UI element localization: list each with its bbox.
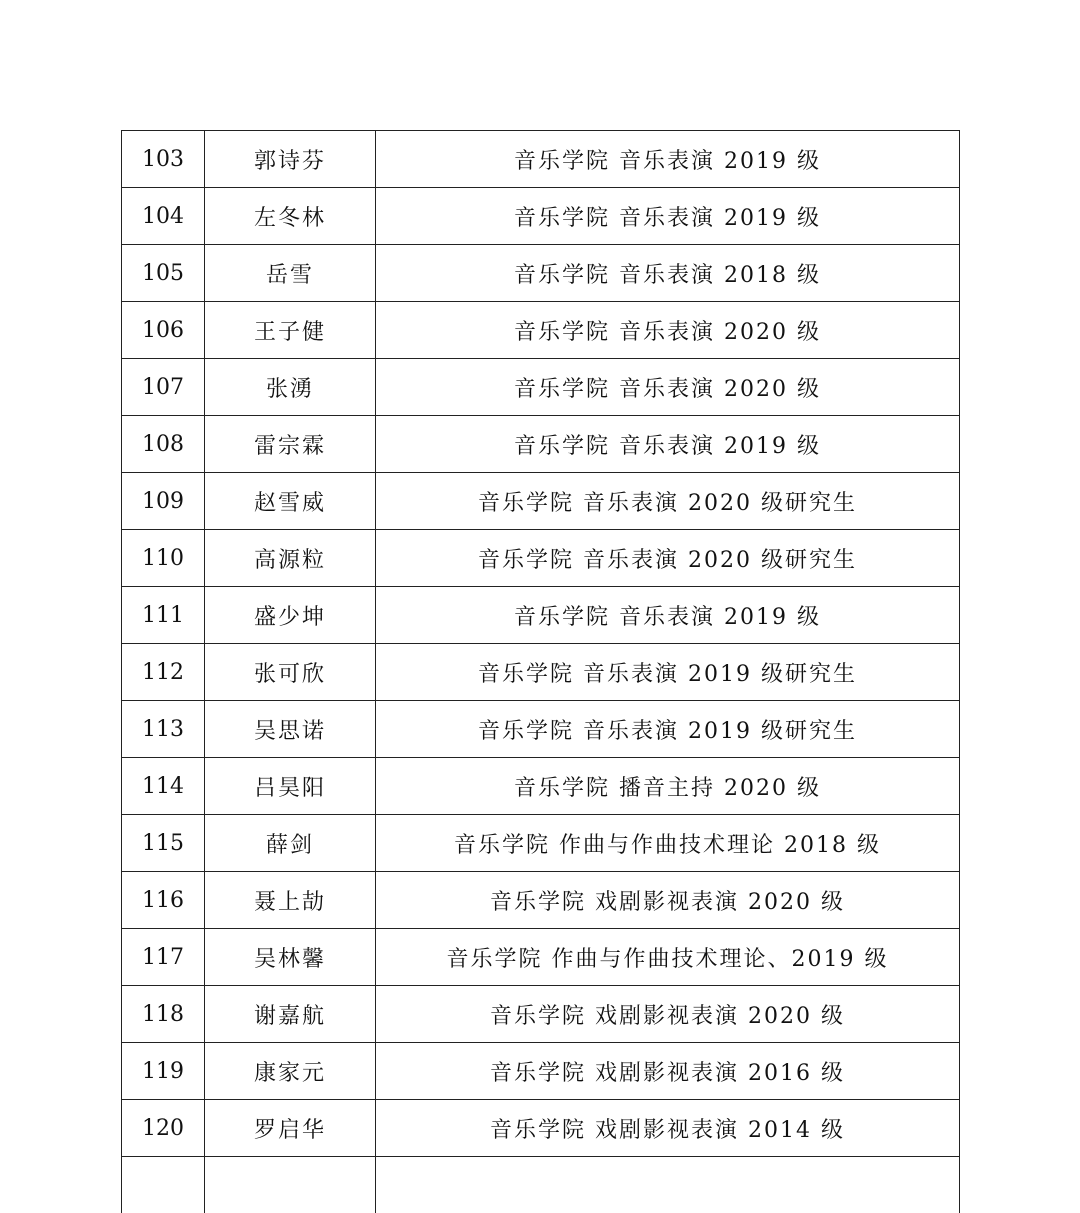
table-row	[122, 131, 960, 188]
row-number: 116	[122, 872, 205, 929]
row-number: 104	[122, 188, 205, 245]
student-name: 郭诗芬	[205, 131, 376, 188]
table-row	[122, 473, 960, 530]
table-row	[122, 644, 960, 701]
student-name: 罗启华	[205, 1100, 376, 1157]
table-row	[122, 1100, 960, 1157]
student-unit: 音乐学院 音乐表演 2020 级研究生	[376, 530, 960, 587]
row-number: 112	[122, 644, 205, 701]
student-name: 赵雪威	[205, 473, 376, 530]
empty-cell	[122, 1157, 205, 1213]
row-number: 108	[122, 416, 205, 473]
empty-cell	[205, 1157, 376, 1213]
student-unit: 音乐学院 音乐表演 2019 级研究生	[376, 644, 960, 701]
student-name: 张可欣	[205, 644, 376, 701]
student-name: 吴林馨	[205, 929, 376, 986]
row-number: 107	[122, 359, 205, 416]
roster-table	[121, 130, 960, 1213]
row-number: 120	[122, 1100, 205, 1157]
student-unit: 音乐学院 音乐表演 2020 级	[376, 359, 960, 416]
row-number: 118	[122, 986, 205, 1043]
row-number: 111	[122, 587, 205, 644]
student-unit: 音乐学院 音乐表演 2019 级	[376, 131, 960, 188]
row-number: 103	[122, 131, 205, 188]
row-number: 119	[122, 1043, 205, 1100]
row-number: 109	[122, 473, 205, 530]
student-unit: 音乐学院 音乐表演 2018 级	[376, 245, 960, 302]
student-name: 张湧	[205, 359, 376, 416]
student-unit: 音乐学院 音乐表演 2020 级研究生	[376, 473, 960, 530]
table-row	[122, 359, 960, 416]
student-unit: 音乐学院 音乐表演 2019 级研究生	[376, 701, 960, 758]
student-unit: 音乐学院 音乐表演 2020 级	[376, 302, 960, 359]
row-number: 105	[122, 245, 205, 302]
student-unit: 音乐学院 戏剧影视表演 2016 级	[376, 1043, 960, 1100]
table-row	[122, 530, 960, 587]
table-row	[122, 302, 960, 359]
table-row	[122, 701, 960, 758]
student-unit: 音乐学院 播音主持 2020 级	[376, 758, 960, 815]
row-number: 117	[122, 929, 205, 986]
student-name: 盛少坤	[205, 587, 376, 644]
student-unit: 音乐学院 作曲与作曲技术理论 2018 级	[376, 815, 960, 872]
row-number: 106	[122, 302, 205, 359]
table-row	[122, 587, 960, 644]
empty-cell	[376, 1157, 960, 1213]
student-unit: 音乐学院 戏剧影视表演 2020 级	[376, 872, 960, 929]
table-row	[122, 872, 960, 929]
table-row	[122, 245, 960, 302]
row-number: 113	[122, 701, 205, 758]
row-number: 110	[122, 530, 205, 587]
student-unit: 音乐学院 音乐表演 2019 级	[376, 188, 960, 245]
student-name: 吴思诺	[205, 701, 376, 758]
student-name: 谢嘉航	[205, 986, 376, 1043]
student-name: 王子健	[205, 302, 376, 359]
student-name: 薛剑	[205, 815, 376, 872]
student-name: 吕昊阳	[205, 758, 376, 815]
student-name: 左冬林	[205, 188, 376, 245]
student-name: 岳雪	[205, 245, 376, 302]
table-row	[122, 929, 960, 986]
table-row-cut-off	[122, 1157, 960, 1213]
student-unit: 音乐学院 戏剧影视表演 2014 级	[376, 1100, 960, 1157]
student-unit: 音乐学院 作曲与作曲技术理论、2019 级	[376, 929, 960, 986]
student-unit: 音乐学院 音乐表演 2019 级	[376, 587, 960, 644]
student-unit: 音乐学院 音乐表演 2019 级	[376, 416, 960, 473]
table-row	[122, 188, 960, 245]
row-number: 114	[122, 758, 205, 815]
student-name: 聂上劼	[205, 872, 376, 929]
table-row	[122, 758, 960, 815]
student-name: 雷宗霖	[205, 416, 376, 473]
table-row	[122, 815, 960, 872]
table-row	[122, 986, 960, 1043]
table-row	[122, 1043, 960, 1100]
student-unit: 音乐学院 戏剧影视表演 2020 级	[376, 986, 960, 1043]
student-name: 高源粒	[205, 530, 376, 587]
table-row	[122, 416, 960, 473]
student-name: 康家元	[205, 1043, 376, 1100]
row-number: 115	[122, 815, 205, 872]
